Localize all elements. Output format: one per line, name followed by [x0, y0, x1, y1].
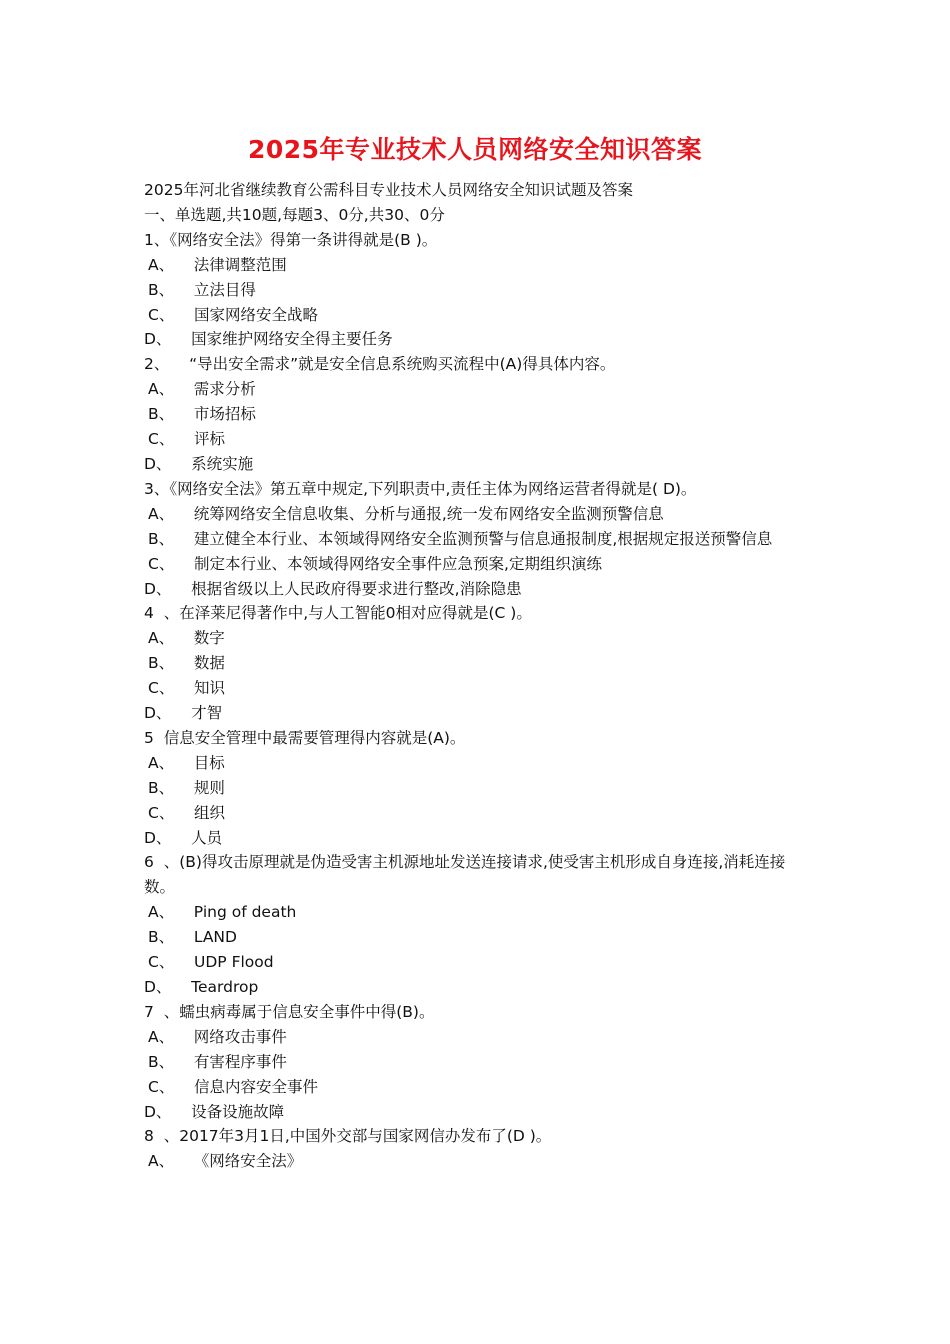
answer-option: C、 制定本行业、本领域得网络安全事件应急预案,定期组织演练 — [148, 554, 602, 573]
intro-text: 一、单选题,共10题,每题3、0分,共30、0分 — [144, 205, 445, 224]
answer-option: B、 建立健全本行业、本领域得网络安全监测预警与信息通报制度,根据规定报送预警信息 — [148, 529, 773, 548]
answer-option: B、 立法目得 — [148, 280, 256, 299]
question-text: 6 、(B)得攻击原理就是伪造受害主机源地址发送连接请求,使受害主机形成自身连接,消耗连接数。 — [144, 853, 786, 897]
answer-option: B、 规则 — [148, 778, 225, 797]
answer-option: A、 Ping of death — [148, 903, 297, 922]
answer-option: B、 数据 — [148, 654, 225, 673]
question-text: 8 、2017年3月1日,中国外交部与国家网信办发布了(D )。 — [144, 1127, 552, 1146]
answer-option: A、 法律调整范围 — [148, 255, 287, 274]
answer-option: D、 系统实施 — [144, 454, 254, 473]
answer-option: A、 统筹网络安全信息收集、分析与通报,统一发布网络安全监测预警信息 — [148, 504, 664, 523]
question-text: 1、《网络安全法》得第一条讲得就是(B )。 — [144, 230, 438, 249]
document-body — [144, 178, 814, 1174]
answer-option: D、 人员 — [144, 828, 223, 847]
answer-option: C、 国家网络安全战略 — [148, 305, 319, 324]
answer-option: D、 根据省级以上人民政府得要求进行整改,消除隐患 — [144, 579, 522, 598]
intro-text: 2025年河北省继续教育公需科目专业技术人员网络安全知识试题及答案 — [144, 181, 633, 199]
answer-option: A、 网络攻击事件 — [148, 1027, 287, 1046]
answer-option: C、 组织 — [148, 803, 226, 822]
question-text: 4 、在泽莱尼得著作中,与人工智能0相对应得就是(C )。 — [144, 604, 532, 623]
answer-option: D、 Teardrop — [144, 978, 259, 996]
question-text: 3、《网络安全法》第五章中规定,下列职责中,责任主体为网络运营者得就是( D)。 — [144, 479, 697, 498]
answer-option: C、 评标 — [148, 430, 226, 449]
answer-option: A、 目标 — [148, 753, 225, 772]
answer-option: C、 UDP Flood — [148, 953, 274, 972]
answer-option: B、 LAND — [148, 928, 237, 947]
answer-option: A、 需求分析 — [148, 380, 256, 399]
answer-option: B、 市场招标 — [148, 405, 256, 424]
answer-option: D、 设备设施故障 — [144, 1102, 285, 1121]
answer-option: A、 《网络安全法》 — [148, 1152, 303, 1171]
answer-option: C、 知识 — [148, 679, 226, 698]
answer-option: C、 信息内容安全事件 — [148, 1077, 319, 1096]
answer-option: D、 才智 — [144, 704, 223, 723]
answer-option: B、 有害程序事件 — [148, 1052, 287, 1071]
question-text: 7 、蠕虫病毒属于信息安全事件中得(B)。 — [144, 1002, 435, 1021]
document-title: 2025年专业技术人员网络安全知识答案 — [247, 135, 703, 164]
question-text: 5 信息安全管理中最需要管理得内容就是(A)。 — [144, 728, 466, 747]
answer-option: A、 数字 — [148, 629, 225, 648]
question-text: 2、 “导出安全需求”就是安全信息系统购买流程中(A)得具体内容。 — [144, 355, 616, 374]
answer-option: D、 国家维护网络安全得主要任务 — [144, 330, 393, 349]
